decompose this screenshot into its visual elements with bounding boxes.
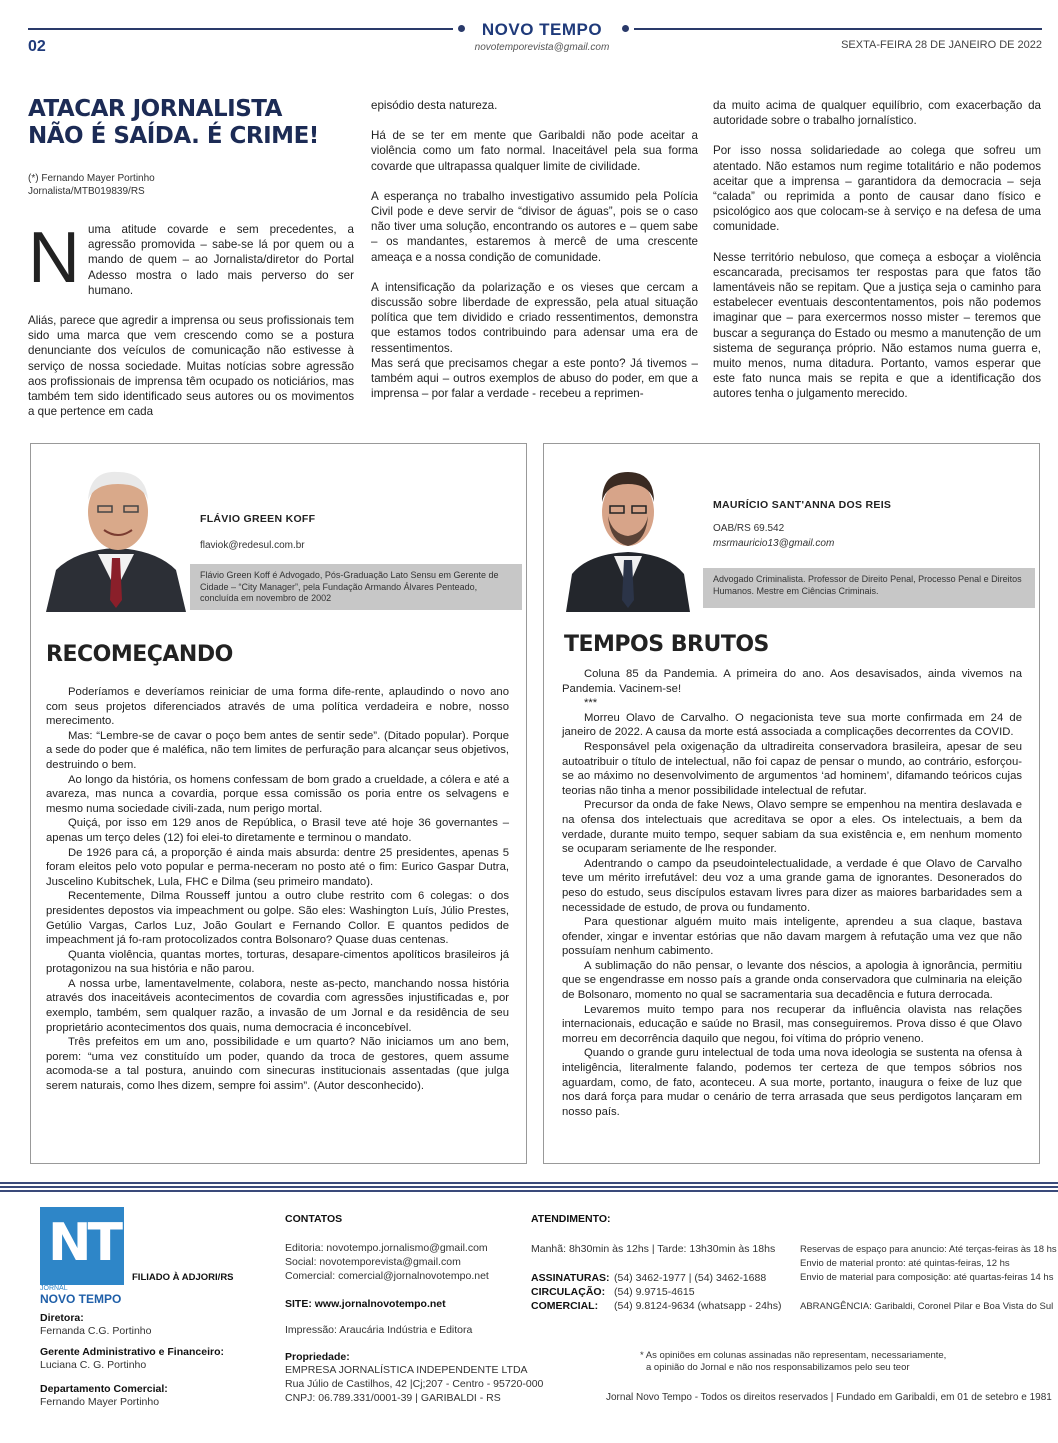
column-paragraph: Quando o grande guru intelectual de toda uma nova ideologia se sustenta na ofensa à inteligência, literalmente falando, podemos ter certeza de que tempos sóbrios nos aguardam, como, de fato, aconteceu. A sua morte, portanto, inaugura o feixe de luz que nos dará força para mudar o cenário de terra arrasada que seus perdigotos lançaram em nosso país. bbox=[562, 1047, 1022, 1118]
atendimento-label: ATENDIMENTO: bbox=[531, 1213, 611, 1225]
circulacao-label: CIRCULAÇÃO: bbox=[531, 1286, 606, 1298]
opinioes-line1: * As opiniões em colunas assinadas não representam, necessariamente, bbox=[640, 1350, 947, 1361]
left-author-bio: Flávio Green Koff é Advogado, Pós-Graduação Lato Sensu em Gerente de Cidade – “City Manager”, pela Fundação Armando Álvares Penteado, concluída em novembro de 2002 bbox=[190, 564, 522, 610]
article-column-2 bbox=[371, 98, 698, 416]
dropcap: N bbox=[28, 218, 80, 298]
propriedade-company: EMPRESA JORNALÍSTICA INDEPENDENTE LTDA bbox=[285, 1364, 528, 1376]
right-author-oab: OAB/RS 69.542 bbox=[713, 523, 785, 534]
left-column-title: RECOMEÇANDO bbox=[46, 642, 233, 667]
article-paragraph: Nesse território nebuloso, que começa a esboçar a violência escancarada, precisamos ter respostas para que fatos tão lamentáveis não se repitam. Que a justiça seja o caminho para estabelecer eventuais descontentamentos, pois não podemos imaginar que – para exercermos nosso mister – teremos que buscar a segurança do Estado ou mesmo a manutenção de um sistema de segurança próprio. Não estamos numa guerra e, muito menos, numa ditadura. Portanto, vamos esperar que este fato nunca mais se repita e que a identificação dos autores tenha o julgamento merecido. bbox=[713, 250, 1041, 401]
impressao-text: Impressão: Araucária Indústria e Editora bbox=[285, 1324, 473, 1336]
filiado-text: FILIADO À ADJORI/RS bbox=[132, 1272, 234, 1283]
article-paragraph: Numa atitude covarde e sem precedentes, a agressão promovida – sabe-se lá por quem ou a mando de quem – ao Jornalista/diretor do Portal Adesso mostra o lado mais perverso do ser humano. bbox=[28, 218, 354, 298]
column-paragraph: *** bbox=[584, 697, 598, 710]
propriedade-label: Propriedade: bbox=[285, 1351, 350, 1363]
article-title bbox=[28, 96, 348, 150]
article-paragraph: Aliás, parece que agredir a imprensa ou seus profissionais tem sido uma marca que vem crescendo como se a postura denunciante dos veículos de comunicação não estivesse à serviço de nossa sociedade. Muitas notícias sobre agressão aos profissionais de imprensa têm ocupado os noticiários, mas também tem sido identificado seus autores ou os movimentos a que pertence em cada bbox=[28, 314, 354, 419]
propriedade-cnpj: CNPJ: 06.789.331/0001-39 | GARIBALDI - RS bbox=[285, 1392, 501, 1404]
logo-small-text: JORNAL bbox=[40, 1285, 68, 1292]
direitos-text: Jornal Novo Tempo - Todos os direitos reservados | Fundado em Garibaldi, em 01 de setebro e 1981 bbox=[606, 1392, 1052, 1403]
header-dot-left bbox=[458, 25, 465, 32]
right-column-body bbox=[562, 667, 1022, 1119]
opinioes-line2: a opinião do Jornal e não nos responsabilizamos pelo seu teor bbox=[646, 1362, 910, 1373]
issue-date: SEXTA-FEIRA 28 DE JANEIRO DE 2022 bbox=[841, 39, 1042, 51]
column-paragraph: Para questionar alguém muito mais inteligente, aprendeu a sua claque, bastava ofender, xingar e inventar estórias que não davam margem à refutação uma vez que não possuíam nenhum cabimento. bbox=[562, 916, 1022, 958]
masthead-brand: NOVO TEMPO bbox=[481, 20, 603, 39]
abrangencia-text: ABRANGÊNCIA: Garibaldi, Coronel Pilar e Boa Vista do Sul bbox=[800, 1301, 1054, 1312]
right-author-email[interactable]: msrmauricio13@gmail.com bbox=[713, 538, 835, 549]
column-paragraph: Levaremos muito tempo para nos recuperar da influência olavista nas relações internacionais, educação e saúde no Brasil, mas conseguiremos. Prova disso é que Olavo morreu em decorrência daquilo que negou, foi vítima do próprio veneno. bbox=[562, 1003, 1022, 1045]
newspaper-logo bbox=[40, 1207, 124, 1285]
left-author-name: FLÁVIO GREEN KOFF bbox=[200, 513, 316, 525]
right-author-bio: Advogado Criminalista. Professor de Direito Penal, Processo Penal e Direitos Humanos. Mestre em Ciências Criminais. bbox=[703, 568, 1035, 608]
header-rule-right bbox=[634, 28, 1042, 30]
author-photo-flavio bbox=[36, 450, 196, 612]
reservas-line2: Envio de material pronto: até quintas-feiras, 12 hs bbox=[800, 1258, 1010, 1269]
diretora-name: Fernanda C.G. Portinho bbox=[40, 1325, 152, 1337]
article-paragraph: episódio desta natureza. bbox=[371, 99, 498, 112]
column-paragraph: Ao longo da história, os homens confessam de bom grado a crueldade, a cólera e até a avareza, mas nunca a covardia, porque essa comissão os poria entre os selvagens e mesmo numa sociedade civili-zada, num perigo mortal. bbox=[46, 773, 509, 815]
page-number: 02 bbox=[28, 38, 46, 55]
reservas-line3: Envio de material para composição: até quartas-feiras 14 hs bbox=[800, 1272, 1054, 1283]
column-paragraph: Precursor da onda de fake News, Olavo sempre se empenhou na mentira deslavada e na ofensa dos intelectuais que acreditava se opor a eles. Os intelectuais, a bem da verdade, durante muito tempo, sequer sabiam da sua existência e, em nenhum momento se ocuparam seriamente de lhe responder. bbox=[562, 799, 1022, 856]
author-portrait-icon bbox=[36, 450, 196, 612]
left-author-email[interactable]: flaviok@redesul.com.br bbox=[200, 540, 305, 551]
right-column-title: TEMPOS BRUTOS bbox=[564, 632, 769, 657]
column-paragraph: Recentemente, Dilma Rousseff juntou a outro clube restrito com 6 colegas: o dos presidentes depostos via impeachment ou golpe. São eles: Washington Luís, Júlio Prestes, Getúlio Vargas, Carlos Luz, João Goulart e Fernando Collor. E quantos pedidos de impeachment já fo-ram protocolizados contra Bolsonaro? Quase duas centenas. bbox=[46, 890, 509, 947]
column-paragraph: De 1926 para cá, a proporção é ainda mais absurda: dentre 25 presidentes, apenas 5 foram eleitos pelo voto popular e perma-neceram no posto até o fim: Eurico Gaspar Dutra, Juscelino Kubitschek, Lula, FHC e Dilma (seu primeiro mandato). bbox=[46, 846, 509, 888]
column-paragraph: A sublimação do não pensar, o levante dos néscios, a apologia à ignorância, permitiu que se engendrasse em nosso país a grande onda conservadora que culminaria na eleição de Bolsonaro, momento no qual se sacramentaria sua decadência e futura derrocada. bbox=[562, 959, 1022, 1002]
article-paragraph: Há de se ter em mente que Garibaldi não pode aceitar a violência como um fato normal. Inaceitável pela sua forma covarde que ultrapassa qualquer limite de civilidade. bbox=[371, 129, 698, 173]
article-byline bbox=[28, 172, 348, 198]
article-paragraph: da muito acima de qualquer equilíbrio, com exacerbação da autoridade sobre o trabalho jornalístico. bbox=[713, 99, 1041, 128]
diretora-label: Diretora: bbox=[40, 1312, 84, 1324]
column-paragraph: Responsável pela oxigenação da ultradireita conservadora brasileira, apesar de seu autoatribuir o título de intelectual, não foi capaz de pensar o mundo, ao contrário, esforçou-se ao máximo no desenvolvimento de argumentos ‘ad hominem’, difamando teóricos cujas teorias não tinha a menor possibilidade intelectual de refutar. bbox=[562, 740, 1022, 797]
column-paragraph: Três prefeitos em um ano, possibilidade e um quarto? Não iniciamos um ano bem, porem: “uma vez constituído um poder, quando da troca de gestores, quem assume acomoda-se a tal postura, anuindo com sinecuras institucionais assentadas (que julga serem naturais, como lhes dizem, sempre foi assim”. (Autor desconhecido). bbox=[46, 1036, 509, 1093]
article-paragraph: Por isso nossa solidariedade ao colega que sofreu um atentado. Não estamos num regime totalitário e não podemos aceitar que a imprensa – garantidora da democracia – seja “calada” ou reprimida a ponto de causar dano físico e psicológico aos que colocam-se à serviço e na defesa de uma comunidade. bbox=[713, 144, 1041, 234]
reservas-line1: Reservas de espaço para anuncio: Até terças-feiras às 18 hs bbox=[800, 1244, 1057, 1255]
column-paragraph: Quanta violência, quantas mortes, torturas, desapare-cimentos apolíticos brasileiros já protagonizou na sua história e não parou. bbox=[46, 948, 509, 976]
article-paragraph: A intensificação da polarização e os vieses que cercam a discussão sobre liberdade de expressão, pela atual situação política que tem dividido e criado ressentimentos, demonstra que estamos todos contribuindo para adensar uma era de ressentimentos. bbox=[371, 280, 698, 355]
article-title-line1: ATACAR JORNALISTA bbox=[28, 96, 282, 122]
column-paragraph: Poderíamos e deveríamos reiniciar de uma forma dife-rente, aplaudindo o novo ano com seus projetos diferenciados através de uma política verdadeira e nobre, nosso merecimento. bbox=[46, 686, 509, 728]
gerente-label: Gerente Administrativo e Financeiro: bbox=[40, 1346, 224, 1358]
header-dot-right bbox=[622, 25, 629, 32]
comercial-name: Fernando Mayer Portinho bbox=[40, 1396, 160, 1408]
comercial-label: Departamento Comercial: bbox=[40, 1383, 168, 1395]
byline-author: (*) Fernando Mayer Portinho bbox=[28, 173, 155, 184]
contato-social[interactable]: Social: novotemporevista@gmail.com bbox=[285, 1256, 461, 1268]
column-paragraph: Quiçá, por isso em 129 anos de República, o Brasil teve até hoje 36 governantes – apenas um terço deles (12) foi elei-to diretamente e terminou o mandato. bbox=[46, 817, 509, 844]
article-column-3 bbox=[713, 98, 1041, 417]
article-paragraph: A esperança no trabalho investigativo assumido pela Polícia Civil pode e deve servir de “divisor de águas”, pois se o caso não tiver uma solução, encontrando os autores e – quem sabe – os mandantes, estaremos à mercê de uma crescente ameaça e a nossa condição de comunidade. bbox=[371, 189, 698, 264]
logo-name: NOVO TEMPO bbox=[40, 1292, 122, 1306]
comercial-phone: (54) 9.8124-9634 (whatsapp - 24hs) bbox=[614, 1300, 782, 1312]
comercial-tel-label: COMERCIAL: bbox=[531, 1300, 599, 1312]
article-title-line2: NÃO É SAÍDA. É CRIME! bbox=[28, 123, 319, 149]
header-rule-left bbox=[28, 28, 453, 30]
contato-comercial[interactable]: Comercial: comercial@jornalnovotempo.net bbox=[285, 1270, 489, 1282]
footer-rules bbox=[0, 1182, 1058, 1196]
column-paragraph: Mas: “Lembre-se de cavar o poço bem antes de sentir sede”. (Ditado popular). Porque a sede do poder que é maléfica, não tem limites de perfuração para alcançar seus objetivos, destruindo o bem. bbox=[46, 729, 509, 771]
contato-editoria[interactable]: Editoria: novotempo.jornalismo@gmail.com bbox=[285, 1242, 488, 1254]
assinaturas-phone: (54) 3462-1977 | (54) 3462-1688 bbox=[614, 1272, 767, 1284]
masthead-email[interactable]: novotemporevista@gmail.com bbox=[474, 42, 610, 53]
column-paragraph: A nossa urbe, lamentavelmente, colabora, neste as-pecto, manchando nossa história através dos inaceitáveis acontecimentos de covardia com agressões injustificadas e, por exemplo, também, sem qualquer razão, a invasão de um Jornal e da residência de seu proprietário acontecimentos dos quais, numa democracia é inconcebível. bbox=[46, 977, 509, 1034]
column-paragraph: Coluna 85 da Pandemia. A primeira do ano. Aos desavisados, ainda vivemos na Pandemia. Vacinem-se! bbox=[562, 668, 1022, 695]
column-paragraph: Morreu Olavo de Carvalho. O negacionista teve sua morte confirmada em 24 de janeiro de 2022. A causa da morte está associada a complicações decorrentes da COVID. bbox=[562, 711, 1022, 739]
contatos-label: CONTATOS bbox=[285, 1213, 343, 1225]
logo-letters: NT bbox=[48, 1213, 119, 1273]
site-link[interactable]: SITE: www.jornalnovotempo.net bbox=[285, 1298, 446, 1310]
horario-text: Manhã: 8h30min às 12hs | Tarde: 13h30min às 18hs bbox=[531, 1243, 776, 1255]
article-paragraph: Mas será que precisamos chegar a este ponto? Já tivemos – também aqui – outros exemplos de abuso do poder, em que a imprensa – por falar a verdade - recebeu a reprimen- bbox=[371, 356, 698, 401]
circulacao-phone: (54) 9.9715-4615 bbox=[614, 1286, 695, 1298]
author-photo-mauricio bbox=[558, 450, 698, 612]
byline-credential: Jornalista/MTB019839/RS bbox=[28, 186, 145, 197]
column-paragraph: Adentrando o campo da pseudointelectualidade, a verdade é que Olavo de Carvalho teve um mérito irrefutável: deu voz a uma grande gama de ignorantes. Desonerados do peso do estudo, seus discípulos estavam livres para dizer as maiores barbaridades sem a necessidade de estudo, de prova ou fundamento. bbox=[562, 857, 1022, 914]
right-author-name: MAURÍCIO SANT'ANNA DOS REIS bbox=[713, 499, 892, 511]
propriedade-address: Rua Júlio de Castilhos, 42 |Cj;207 - Centro - 95720-000 bbox=[285, 1378, 544, 1390]
author-portrait-icon bbox=[558, 450, 698, 612]
assinaturas-label: ASSINATURAS: bbox=[531, 1272, 610, 1284]
gerente-name: Luciana C. G. Portinho bbox=[40, 1359, 147, 1371]
article-column-1 bbox=[28, 218, 354, 434]
left-column-body bbox=[46, 685, 509, 1094]
